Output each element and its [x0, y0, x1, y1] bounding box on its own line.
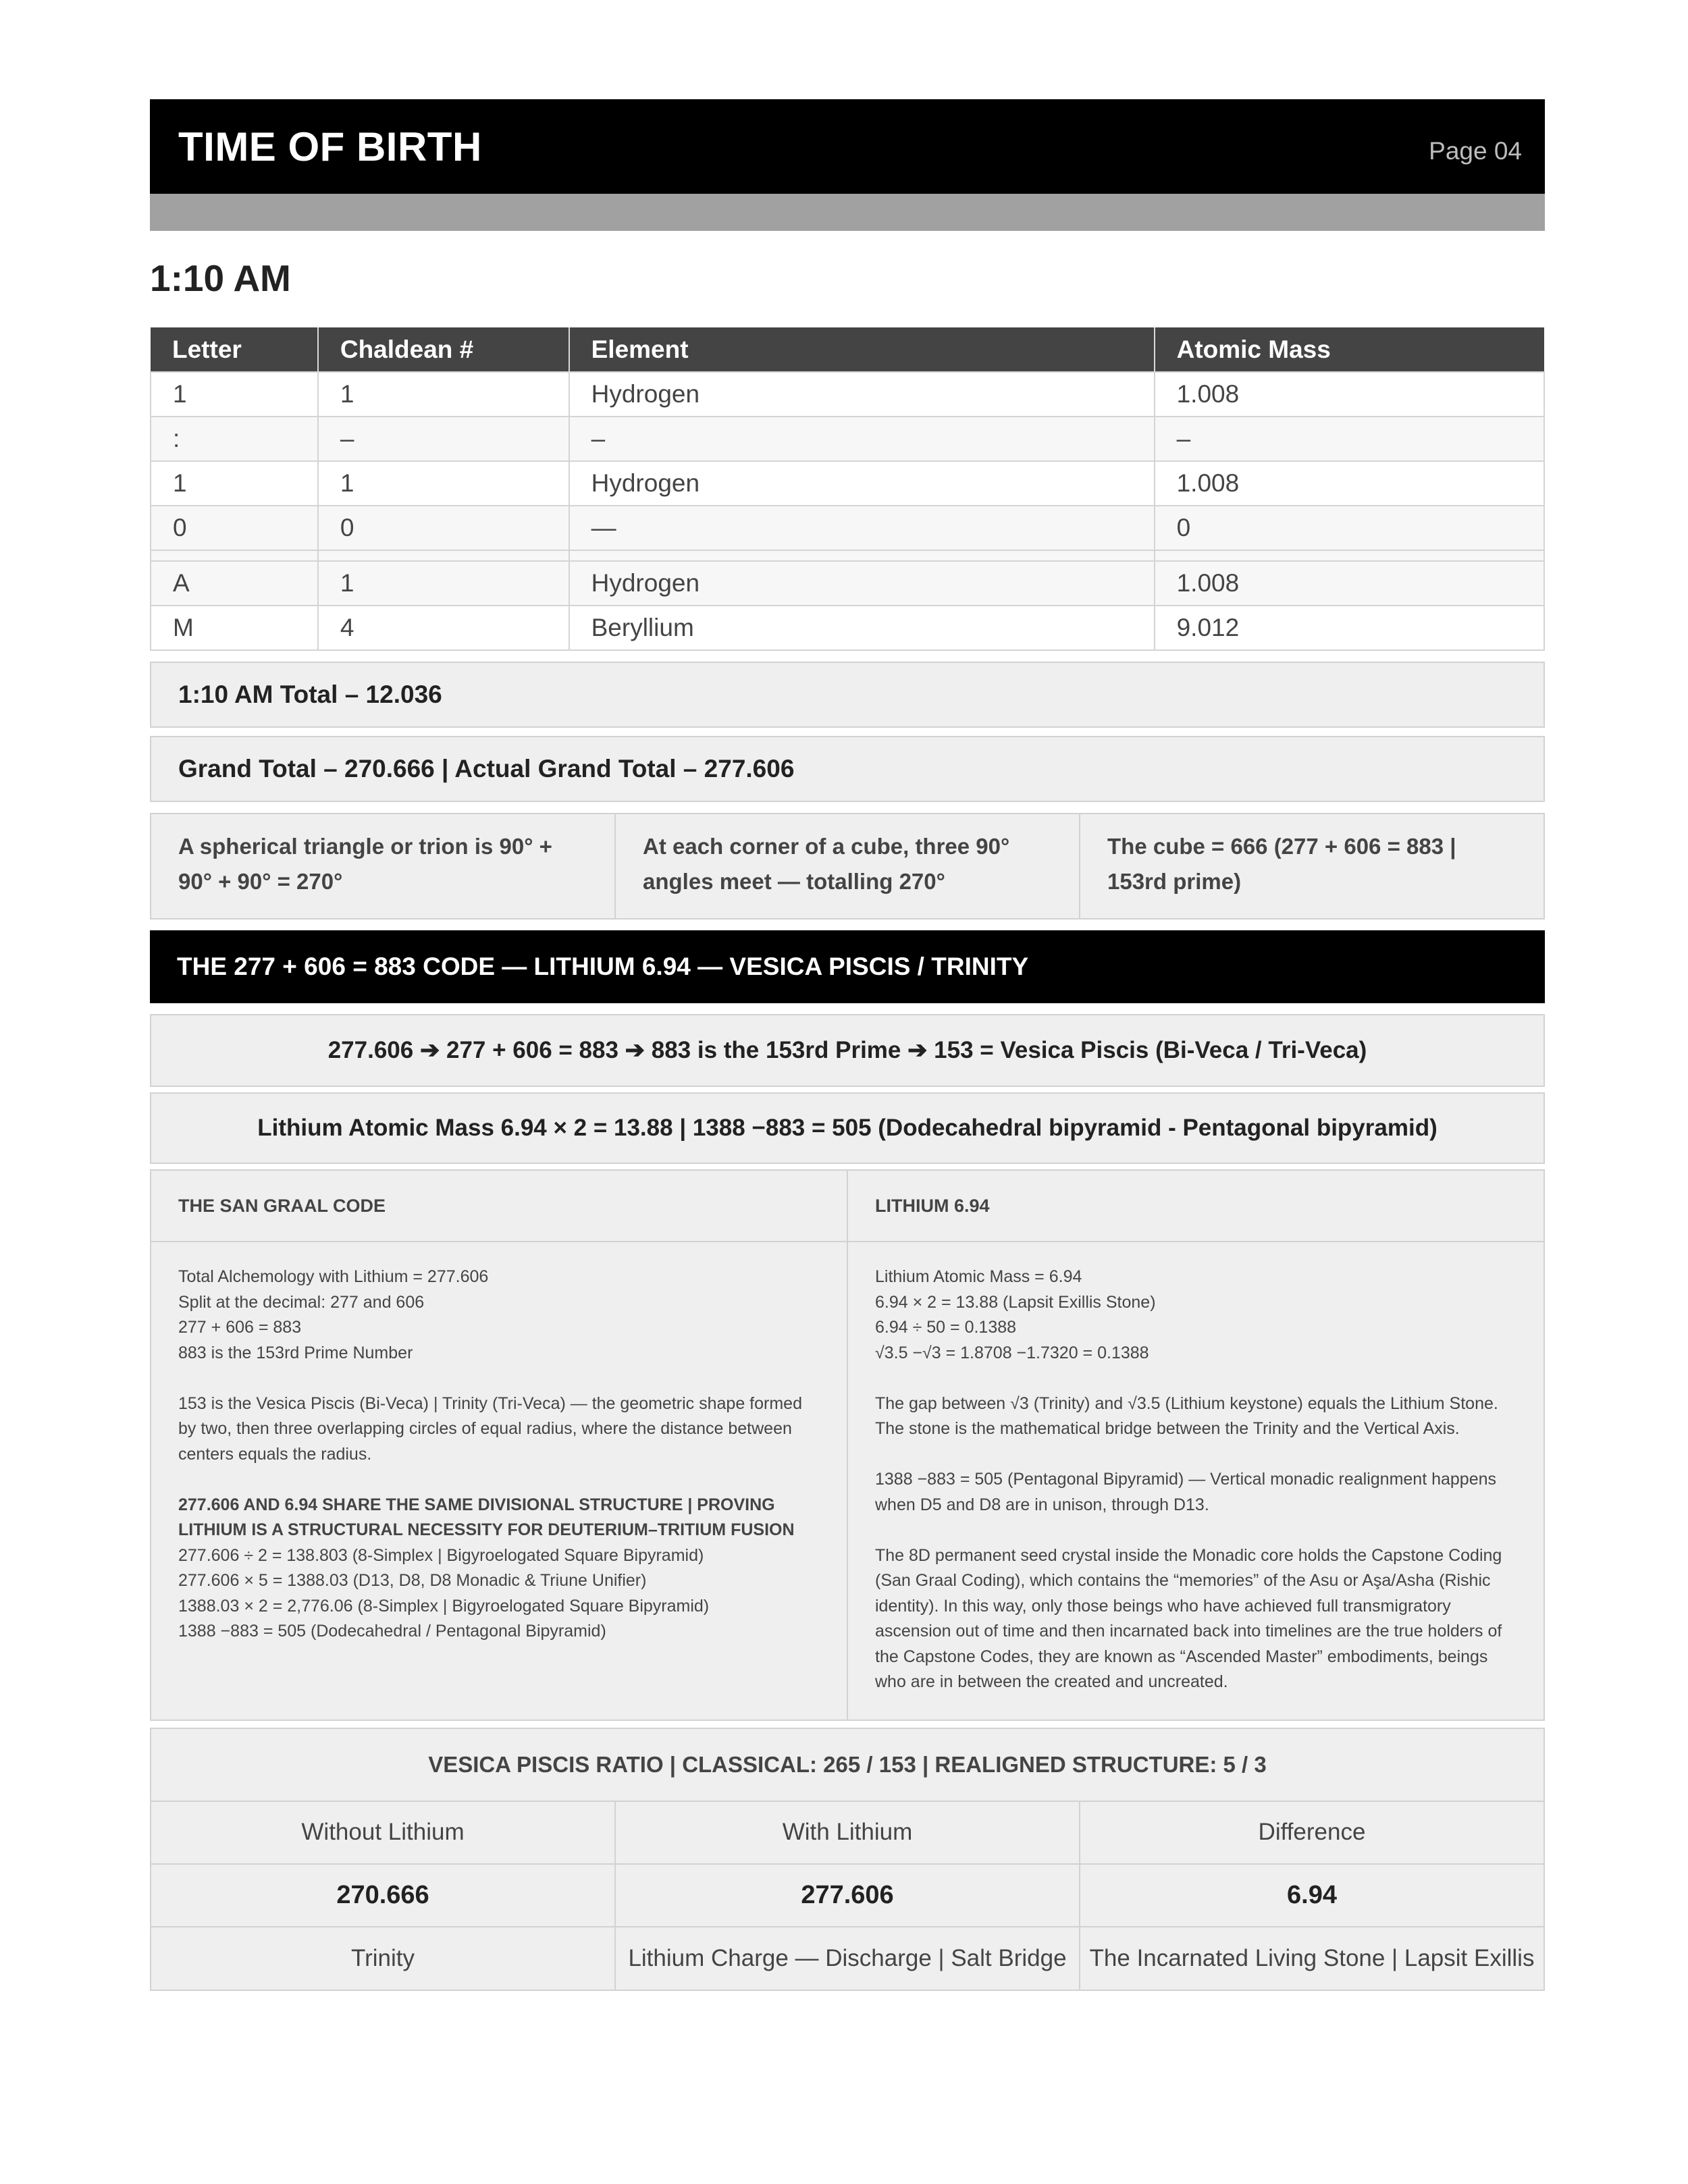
page-title: TIME OF BIRTH [178, 124, 482, 169]
cell-atomic-mass: 0 [1155, 506, 1544, 550]
cell-chaldean: 1 [318, 461, 569, 506]
fact-cube-corner: At each corner of a cube, three 90° angles meet — totalling 270° [616, 814, 1080, 918]
cell-chaldean: 4 [318, 606, 569, 650]
cell-chaldean: 1 [318, 561, 569, 606]
code-columns [150, 1169, 1545, 1721]
cell-chaldean: – [318, 417, 569, 461]
cell-letter: 1 [151, 372, 318, 417]
vesica-ratio-heading: VESICA PISCIS RATIO | CLASSICAL: 265 / 153 | REALIGNED STRUCTURE: 5 / 3 [151, 1729, 1544, 1802]
table-row [151, 417, 1544, 461]
ratio-label-with-lithium: With Lithium [616, 1802, 1080, 1863]
cell-element: Beryllium [569, 606, 1155, 650]
ratio-note-lithium-charge: Lithium Charge — Discharge | Salt Bridge [616, 1927, 1080, 1990]
ratio-label-without-lithium: Without Lithium [151, 1802, 616, 1863]
table-spacer-row [151, 550, 1544, 561]
cell-letter: : [151, 417, 318, 461]
table-row [151, 372, 1544, 417]
table-row [151, 506, 1544, 550]
table-row [151, 561, 1544, 606]
column-header-atomic-mass: Atomic Mass [1155, 327, 1544, 372]
page [150, 99, 1545, 1991]
cell-letter: M [151, 606, 318, 650]
san-graal-paragraph-2: 153 is the Vesica Piscis (Bi-Veca) | Trinity (Tri-Veca) — the geometric shape formed by two, then three overlapping circles of equal radius, where the distance between centers equals the radius. [178, 1393, 802, 1464]
ratio-value-without-lithium: 270.666 [151, 1865, 616, 1926]
cell-element: Hydrogen [569, 461, 1155, 506]
san-graal-body [151, 1242, 847, 1669]
san-graal-column [151, 1171, 848, 1720]
header-divider [150, 194, 1545, 231]
page-number: Page 04 [1429, 137, 1522, 165]
ratio-note-trinity: Trinity [151, 1927, 616, 1990]
header-bar [150, 99, 1545, 194]
cell-atomic-mass: 1.008 [1155, 561, 1544, 606]
san-graal-paragraph-1: Total Alchemology with Lithium = 277.606 Split at the decimal: 277 and 606 277 + 606 = 883 883 is the 153rd Prime Number [178, 1267, 489, 1362]
table-row [151, 606, 1544, 650]
lithium-paragraph-1: Lithium Atomic Mass = 6.94 6.94 × 2 = 13.88 (Lapsit Exillis Stone) 6.94 ÷ 50 = 0.1388 √3.5 −√3 = 1.8708 −1.7320 = 0.1388 [875, 1267, 1156, 1362]
lithium-body [848, 1242, 1544, 1720]
vesica-ratio-table [150, 1728, 1545, 1991]
column-header-chaldean: Chaldean # [318, 327, 569, 372]
cell-atomic-mass: 9.012 [1155, 606, 1544, 650]
fact-spherical-triangle: A spherical triangle or trion is 90° + 90° + 90° = 270° [151, 814, 616, 918]
equation-lithium-mass: Lithium Atomic Mass 6.94 × 2 = 13.88 | 1388 −883 = 505 (Dodecahedral bipyramid - Pentagonal bipyramid) [150, 1092, 1545, 1164]
cell-element: Hydrogen [569, 561, 1155, 606]
equation-prime-chain: 277.606 ➔ 277 + 606 = 883 ➔ 883 is the 153rd Prime ➔ 153 = Vesica Piscis (Bi-Veca / Tri-Veca) [150, 1014, 1545, 1087]
cell-letter: 0 [151, 506, 318, 550]
cell-letter: A [151, 561, 318, 606]
time-title: 1:10 AM [150, 257, 291, 299]
ratio-label-difference: Difference [1258, 1819, 1366, 1845]
ratio-value-difference: 6.94 [1287, 1880, 1337, 1909]
facts-row [150, 813, 1545, 920]
column-header-letter: Letter [151, 327, 318, 372]
cell-letter: 1 [151, 461, 318, 506]
table-header-row [151, 327, 1544, 372]
san-graal-paragraph-3: 277.606 AND 6.94 SHARE THE SAME DIVISIONAL STRUCTURE | PROVING LITHIUM IS A STRUCTURAL NECESSITY FOR DEUTERIUM–TRITIUM FUSION 277.606 ÷ 2 = 138.803 (8-Simplex | Bigyroelogated Square Bipyramid) 277.606 × 5 = 1388.03 (D13, D8, D8 Monadic & Triune Unifier) 1388.03 × 2 = 2,776.06 (8-Simplex | Bigyroelogated Square Bipyramid) 1388 −883 = 505 (Dodecahedral / Pentagonal Bipyramid) [178, 1495, 795, 1641]
ratio-value-with-lithium: 277.606 [616, 1865, 1080, 1926]
ratio-note-living-stone: The Incarnated Living Stone | Lapsit Exillis [1089, 1944, 1535, 1971]
cell-atomic-mass: – [1155, 417, 1544, 461]
cell-element: – [569, 417, 1155, 461]
cell-atomic-mass: 1.008 [1155, 461, 1544, 506]
ratio-values-row [151, 1865, 1544, 1927]
cell-chaldean: 1 [318, 372, 569, 417]
cell-element: — [569, 506, 1155, 550]
lithium-heading: LITHIUM 6.94 [848, 1171, 1544, 1242]
san-graal-heading: THE SAN GRAAL CODE [151, 1171, 847, 1242]
lithium-column [848, 1171, 1544, 1720]
lithium-paragraph-4: The 8D permanent seed crystal inside the Monadic core holds the Capstone Coding (San Graal Coding), which contains the “memories” of the Asu or Aşa/Asha (Rishic identity). In this way, only those beings who have achieved full transmigratory ascension out of time and then incarnated back into timelines are the true holders of the Capstone Codes, they are known as “Ascended Master” embodiments, beings who are in between the created and uncreated. [875, 1545, 1502, 1691]
cell-chaldean: 0 [318, 506, 569, 550]
column-header-element: Element [569, 327, 1155, 372]
grand-total-box: Grand Total – 270.666 | Actual Grand Total – 277.606 [150, 736, 1545, 802]
cell-element: Hydrogen [569, 372, 1155, 417]
ratio-notes-row [151, 1927, 1544, 1990]
lithium-paragraph-3: 1388 −883 = 505 (Pentagonal Bipyramid) — Vertical monadic realignment happens when D5 and D8 are in unison, through D13. [875, 1470, 1497, 1514]
lithium-paragraph-2: The gap between √3 (Trinity) and √3.5 (Lithium keystone) equals the Lithium Stone. The stone is the mathematical bridge between the Trinity and the Vertical Axis. [875, 1393, 1498, 1438]
ratio-labels-row [151, 1802, 1544, 1865]
time-total-box: 1:10 AM Total – 12.036 [150, 662, 1545, 728]
code-section-title: THE 277 + 606 = 883 CODE — LITHIUM 6.94 — VESICA PISCIS / TRINITY [150, 930, 1545, 1003]
fact-cube-666: The cube = 666 (277 + 606 = 883 | 153rd prime) [1107, 834, 1456, 894]
letters-table [150, 327, 1545, 651]
table-row [151, 461, 1544, 506]
cell-atomic-mass: 1.008 [1155, 372, 1544, 417]
